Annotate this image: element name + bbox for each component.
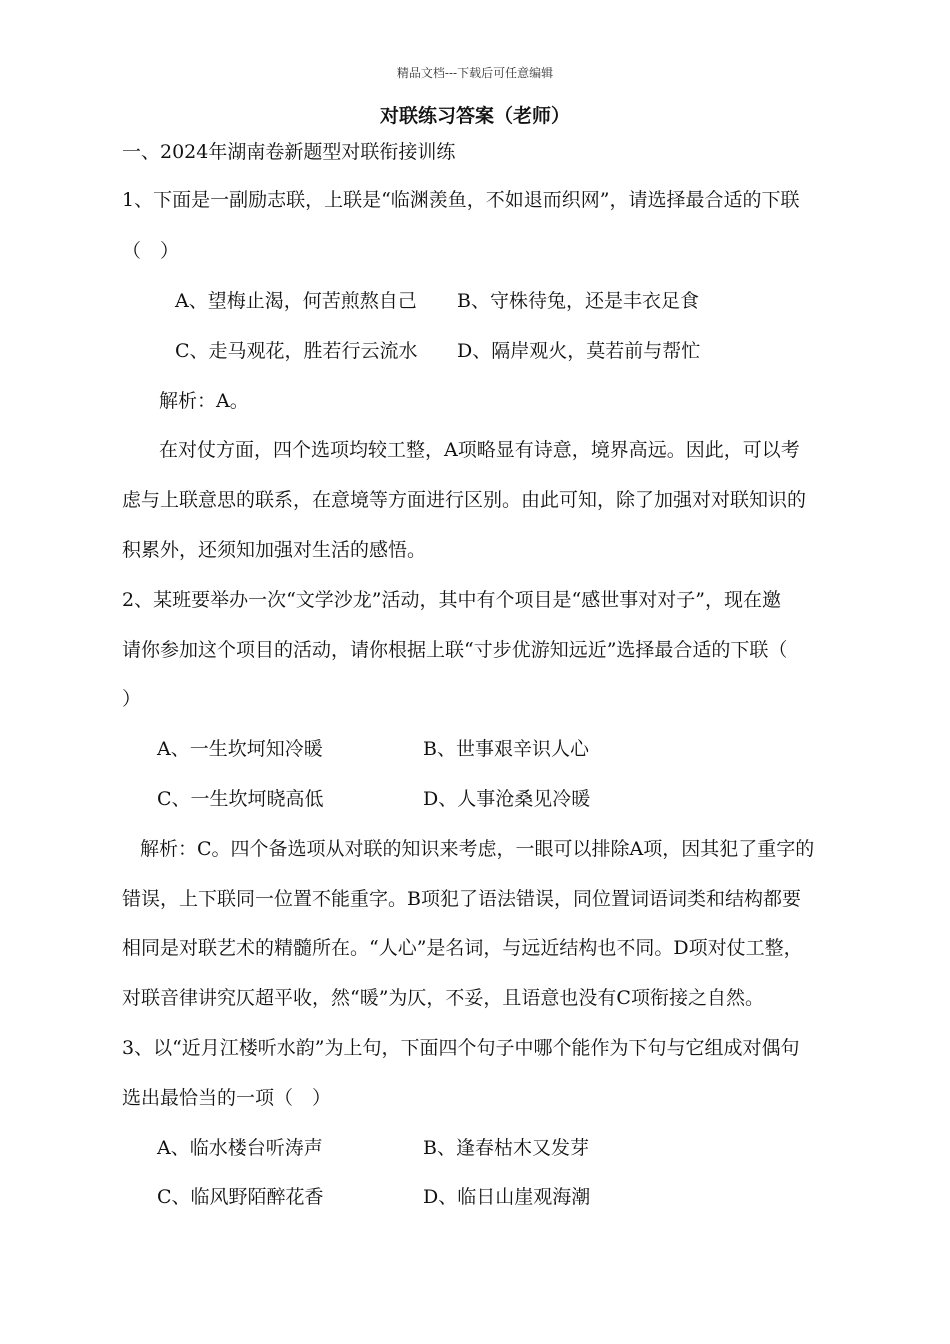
q2-stem-line3: ）: [122, 688, 142, 710]
q3-option-c: C、临风野陌醉花香: [157, 1186, 324, 1208]
q2-option-a: A、一生坎坷知冷暖: [157, 738, 323, 760]
q2-option-c: C、一生坎坷晓高低: [157, 788, 324, 810]
q2-explanation-line4: 对联音律讲究仄超平收，然“暖”为仄，不妥，且语意也没有C项衔接之自然。: [122, 987, 764, 1009]
q1-option-b: B、守株待兔，还是丰衣足食: [457, 290, 699, 312]
q1-option-d: D、隔岸观火，莫若前与帮忙: [457, 340, 701, 362]
q3-option-b: B、逢春枯木又发芽: [423, 1137, 589, 1159]
page-header: 精品文档---下载后可任意编辑: [396, 66, 554, 80]
q1-answer: 解析：A。: [159, 390, 249, 412]
q3-option-d: D、临日山崖观海潮: [423, 1186, 591, 1208]
q1-explanation-line3: 积累外，还须知加强对生活的感悟。: [122, 539, 427, 561]
q3-option-a: A、临水楼台听涛声: [157, 1137, 323, 1159]
q3-stem-line2: 选出最恰当的一项（ ）: [122, 1087, 332, 1109]
q2-explanation-line3: 相同是对联艺术的精髓所在。“人心”是名词，与远近结构也不同。D项对仗工整，: [122, 937, 803, 959]
q1-explanation-line2: 虑与上联意思的联系，在意境等方面进行区别。由此可知，除了加强对对联知识的: [122, 489, 807, 511]
section-heading: 一、2024年湖南卷新题型对联衔接训练: [122, 141, 456, 163]
q1-stem-line2: （ ）: [122, 240, 180, 262]
q3-stem-line1: 3、以“近月江楼听水韵”为上句，下面四个句子中哪个能作为下句与它组成对偶句: [122, 1037, 800, 1059]
q1-explanation-line1: 在对仗方面，四个选项均较工整，A项略显有诗意，境界高远。因此，可以考: [159, 439, 800, 461]
q2-option-b: B、世事艰辛识人心: [423, 738, 589, 760]
page-title: 对联练习答案（老师）: [379, 105, 570, 127]
q1-option-a: A、望梅止渴，何苦煎熬自己: [175, 290, 417, 312]
q2-stem-line2: 请你参加这个项目的活动，请你根据上联“寸步优游知远近”选择最合适的下联（: [122, 639, 788, 661]
q1-stem-line1: 1、下面是一副励志联，上联是“临渊羡鱼，不如退而织网”，请选择最合适的下联: [122, 189, 800, 211]
q2-explanation-line2: 错误，上下联同一位置不能重字。B项犯了语法错误，同位置词语词类和结构都要: [122, 888, 801, 910]
q2-stem-line1: 2、某班要举办一次“文学沙龙”活动，其中有个项目是“感世事对对子”，现在邀: [122, 589, 781, 611]
q1-option-c: C、走马观花，胜若行云流水: [175, 340, 418, 362]
q2-option-d: D、人事沧桑见冷暖: [423, 788, 591, 810]
q2-explanation-line1: 解析：C。四个备选项从对联的知识来考虑，一眼可以排除A项，因其犯了重字的: [140, 838, 815, 860]
